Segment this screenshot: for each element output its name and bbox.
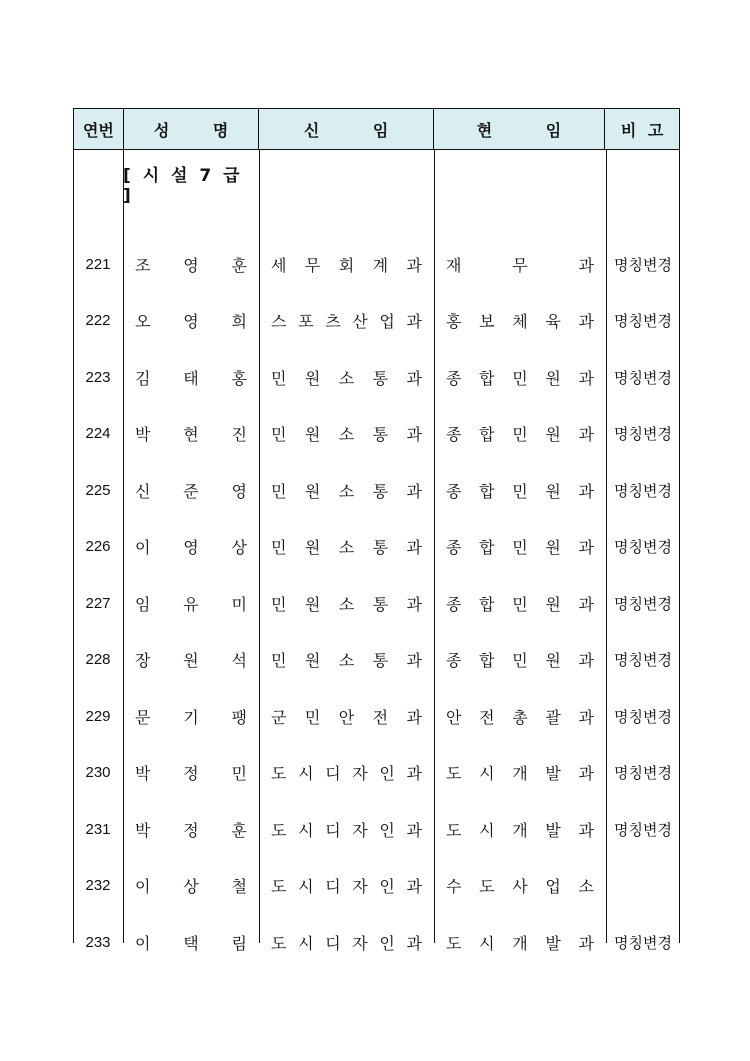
current-post <box>434 422 606 445</box>
current-post <box>434 592 606 615</box>
current-post-char: 육 <box>545 312 561 331</box>
person-name-char: 임 <box>135 594 151 614</box>
new-post-char: 과 <box>406 764 422 783</box>
new-post-char: 민 <box>304 707 321 727</box>
current-post <box>434 705 606 728</box>
current-post-char: 원 <box>545 368 561 388</box>
table-row <box>73 814 680 844</box>
header-current-post: 현 임 <box>434 109 605 149</box>
person-name <box>123 479 259 502</box>
new-post-char: 과 <box>406 651 422 670</box>
current-post-char: 과 <box>578 764 594 783</box>
person-name-char: 유 <box>183 594 199 614</box>
new-post-char: 원 <box>304 594 321 614</box>
new-post-char: 통 <box>372 594 389 614</box>
person-name <box>123 592 259 615</box>
new-post-char: 자 <box>352 933 368 953</box>
new-post-char: 민 <box>271 594 287 614</box>
person-name <box>123 705 259 728</box>
new-post <box>259 874 434 897</box>
row-number: 226 <box>85 538 111 555</box>
new-post <box>259 535 434 558</box>
current-post <box>434 479 606 502</box>
remarks: 명칭변경 <box>614 651 672 669</box>
table-row <box>73 871 680 901</box>
current-post-char: 수 <box>446 877 462 896</box>
new-post-char: 과 <box>406 312 422 331</box>
new-post-char: 시 <box>298 933 314 953</box>
person-name-char: 이 <box>135 538 151 557</box>
current-post-char: 원 <box>545 651 561 670</box>
new-post-char: 민 <box>271 538 287 557</box>
new-post-char: 계 <box>372 255 389 275</box>
person-name-char: 원 <box>183 651 199 670</box>
new-post-char: 자 <box>352 764 368 783</box>
new-post-char: 민 <box>271 481 287 501</box>
person-name-char: 오 <box>135 312 151 331</box>
current-post-char: 도 <box>479 877 495 896</box>
person-name <box>123 874 259 897</box>
current-post-char: 합 <box>479 368 495 388</box>
new-post-char: 업 <box>379 312 395 331</box>
row-number: 222 <box>85 312 111 329</box>
new-post-char: 민 <box>271 651 287 670</box>
new-post <box>259 818 434 841</box>
person-name-char: 영 <box>231 481 247 501</box>
new-post-char: 도 <box>271 820 287 840</box>
new-post-char: 과 <box>406 425 422 444</box>
row-number: 225 <box>85 481 111 499</box>
person-name-char: 홍 <box>231 368 247 388</box>
current-post-char: 홍 <box>446 312 462 331</box>
remarks: 명칭변경 <box>614 312 672 330</box>
person-name <box>123 366 259 389</box>
current-post-char: 종 <box>446 481 462 501</box>
new-post-char: 통 <box>372 538 389 557</box>
current-post-char: 발 <box>545 764 561 783</box>
new-post-char: 원 <box>304 425 321 444</box>
current-post <box>434 309 606 332</box>
person-name-char: 이 <box>135 877 151 896</box>
new-post-char: 민 <box>271 368 287 388</box>
new-post-char: 포 <box>298 312 314 331</box>
current-post-char: 과 <box>578 255 594 275</box>
current-post-char: 종 <box>446 651 462 670</box>
row-number: 233 <box>85 933 111 951</box>
current-post-char: 민 <box>512 368 528 388</box>
current-post-char: 과 <box>578 933 594 953</box>
row-number: 221 <box>85 255 111 273</box>
person-name-char: 미 <box>231 594 247 614</box>
current-post-char: 민 <box>512 538 528 557</box>
new-post-char: 원 <box>304 368 321 388</box>
table-row <box>73 249 680 279</box>
table-row <box>73 475 680 505</box>
current-post-char: 업 <box>545 877 561 896</box>
current-post-char: 총 <box>512 707 528 727</box>
current-post-char: 합 <box>479 481 495 501</box>
current-post-char: 민 <box>512 594 528 614</box>
personnel-table <box>73 108 680 953</box>
new-post-char: 인 <box>379 764 395 783</box>
person-name <box>123 818 259 841</box>
table-row <box>73 532 680 562</box>
current-post-char: 발 <box>545 933 561 953</box>
current-post-char: 시 <box>479 933 495 953</box>
new-post-char: 자 <box>352 877 368 896</box>
new-post <box>259 422 434 445</box>
current-post-char: 종 <box>446 368 462 388</box>
new-post-char: 인 <box>379 933 395 953</box>
current-post-char: 과 <box>578 594 594 614</box>
new-post <box>259 479 434 502</box>
new-post-char: 소 <box>338 538 355 557</box>
row-number: 230 <box>85 764 111 781</box>
person-name-char: 팽 <box>231 707 247 727</box>
person-name-char: 정 <box>183 820 199 840</box>
table-row <box>73 588 680 618</box>
current-post-char: 종 <box>446 538 462 557</box>
new-post-char: 통 <box>372 368 389 388</box>
new-post-char: 소 <box>338 481 355 501</box>
current-post <box>434 366 606 389</box>
current-post-char: 재 <box>446 255 462 275</box>
new-post-char: 과 <box>406 538 422 557</box>
person-name-char: 박 <box>135 820 151 840</box>
current-post-char: 과 <box>578 481 594 501</box>
new-post-char: 과 <box>406 481 422 501</box>
new-post-char: 과 <box>406 368 422 388</box>
person-name <box>123 648 259 671</box>
new-post <box>259 309 434 332</box>
new-post-char: 과 <box>406 707 422 727</box>
current-post-char: 종 <box>446 594 462 614</box>
person-name-char: 박 <box>135 425 151 444</box>
person-name-char: 조 <box>135 255 151 275</box>
person-name-char: 장 <box>135 651 151 670</box>
person-name-char: 박 <box>135 764 151 783</box>
current-post-char: 소 <box>578 877 594 896</box>
remarks: 명칭변경 <box>614 594 672 613</box>
new-post-char: 소 <box>338 368 355 388</box>
current-post-char: 민 <box>512 481 528 501</box>
current-post-char: 체 <box>512 312 528 331</box>
new-post-char: 산 <box>352 312 368 331</box>
current-post-char: 민 <box>512 651 528 670</box>
new-post-char: 시 <box>298 820 314 840</box>
table-body <box>73 150 680 953</box>
person-name-char: 진 <box>231 425 247 444</box>
current-post-char: 원 <box>545 594 561 614</box>
table-row <box>73 645 680 675</box>
current-post-char: 종 <box>446 425 462 444</box>
current-post-char: 개 <box>512 933 528 953</box>
person-name-char: 택 <box>183 933 199 953</box>
table-row <box>73 362 680 392</box>
new-post-char: 민 <box>271 425 287 444</box>
current-post-char: 과 <box>578 707 594 727</box>
person-name-char: 김 <box>135 368 151 388</box>
table-row <box>73 419 680 449</box>
person-name-char: 정 <box>183 764 199 783</box>
table-row <box>73 758 680 788</box>
new-post-char: 도 <box>271 933 287 953</box>
person-name-char: 문 <box>135 707 151 727</box>
new-post <box>259 648 434 671</box>
current-post <box>434 874 606 897</box>
new-post-char: 과 <box>406 877 422 896</box>
row-number: 223 <box>85 368 111 386</box>
person-name-char: 석 <box>231 651 247 670</box>
new-post-char: 도 <box>271 764 287 783</box>
row-number: 227 <box>85 594 111 612</box>
current-post-char: 과 <box>578 820 594 840</box>
remarks: 명칭변경 <box>614 820 672 839</box>
new-post-char: 통 <box>372 651 389 670</box>
person-name-char: 철 <box>231 877 247 896</box>
remarks: 명칭변경 <box>614 368 672 387</box>
row-number: 231 <box>85 820 111 838</box>
current-post-char: 과 <box>578 425 594 444</box>
remarks: 명칭변경 <box>614 481 672 500</box>
current-post-char: 합 <box>479 538 495 557</box>
new-post-char: 과 <box>406 933 422 953</box>
current-post-char: 발 <box>545 820 561 840</box>
new-post <box>259 592 434 615</box>
new-post-char: 과 <box>406 255 422 275</box>
current-post-char: 원 <box>545 425 561 444</box>
current-post-char: 시 <box>479 764 495 783</box>
person-name-char: 림 <box>231 933 247 953</box>
current-post-char: 과 <box>578 651 594 670</box>
new-post-char: 군 <box>271 707 287 727</box>
person-name-char: 영 <box>183 538 199 557</box>
new-post-char: 자 <box>352 820 368 840</box>
person-name-char: 희 <box>231 312 247 331</box>
new-post-char: 소 <box>338 651 355 670</box>
person-name-char: 이 <box>135 933 151 953</box>
group-label-text: [ 시 설 7 급 ] <box>123 165 243 206</box>
new-post-char: 과 <box>406 594 422 614</box>
header-no: 연번 <box>74 109 124 149</box>
person-name-char: 영 <box>183 312 199 331</box>
person-name-char: 준 <box>183 481 199 501</box>
person-name-char: 영 <box>183 255 199 275</box>
new-post-char: 츠 <box>325 312 341 331</box>
header-new-post: 신 임 <box>259 109 433 149</box>
current-post-char: 괄 <box>545 707 561 727</box>
row-number: 229 <box>85 707 111 725</box>
person-name-char: 상 <box>231 538 247 557</box>
current-post-char: 시 <box>479 820 495 840</box>
table-row <box>73 306 680 336</box>
header-name: 성 명 <box>124 109 260 149</box>
current-post <box>434 648 606 671</box>
current-post-char: 무 <box>512 255 528 275</box>
new-post <box>259 931 434 954</box>
person-name <box>123 931 259 954</box>
new-post-char: 디 <box>325 764 341 783</box>
new-post-char: 안 <box>338 707 355 727</box>
current-post <box>434 253 606 276</box>
new-post-char: 인 <box>379 820 395 840</box>
current-post <box>434 818 606 841</box>
row-number: 224 <box>85 425 111 442</box>
person-name <box>123 253 259 276</box>
person-name <box>123 309 259 332</box>
new-post-char: 통 <box>372 425 389 444</box>
current-post-char: 도 <box>446 820 462 840</box>
current-post-char: 과 <box>578 368 594 388</box>
person-name <box>123 535 259 558</box>
table-header <box>73 108 680 150</box>
new-post-char: 회 <box>338 255 355 275</box>
table-row <box>73 701 680 731</box>
person-name-char: 훈 <box>231 255 247 275</box>
new-post-char: 통 <box>372 481 389 501</box>
current-post-char: 개 <box>512 820 528 840</box>
current-post <box>434 535 606 558</box>
current-post-char: 전 <box>479 707 495 727</box>
person-name <box>123 761 259 784</box>
current-post-char: 민 <box>512 425 528 444</box>
new-post-char: 디 <box>325 933 341 953</box>
new-post-char: 세 <box>271 255 287 275</box>
new-post-char: 시 <box>298 764 314 783</box>
current-post-char: 안 <box>446 707 462 727</box>
new-post-char: 원 <box>304 481 321 501</box>
new-post-char: 전 <box>372 707 389 727</box>
row-number: 228 <box>85 651 111 668</box>
new-post <box>259 705 434 728</box>
current-post-char: 합 <box>479 651 495 670</box>
new-post-char: 원 <box>304 538 321 557</box>
current-post-char: 합 <box>479 594 495 614</box>
row-number: 232 <box>85 877 111 894</box>
person-name-char: 민 <box>231 764 247 783</box>
current-post <box>434 931 606 954</box>
new-post-char: 소 <box>338 425 355 444</box>
header-remarks: 비 고 <box>620 120 664 140</box>
current-post-char: 과 <box>578 312 594 331</box>
current-post-char: 개 <box>512 764 528 783</box>
current-post-char: 합 <box>479 425 495 444</box>
person-name-char: 태 <box>183 368 199 388</box>
new-post-char: 시 <box>298 877 314 896</box>
new-post-char: 무 <box>304 255 321 275</box>
person-name-char: 상 <box>183 877 199 896</box>
current-post-char: 원 <box>545 481 561 501</box>
person-name-char: 신 <box>135 481 151 501</box>
new-post-char: 스 <box>271 312 287 331</box>
person-name-char: 훈 <box>231 820 247 840</box>
new-post <box>259 761 434 784</box>
group-label <box>123 165 259 206</box>
current-post-char: 원 <box>545 538 561 557</box>
current-post-char: 사 <box>512 877 528 896</box>
new-post-char: 소 <box>338 594 355 614</box>
new-post-char: 인 <box>379 877 395 896</box>
remarks: 명칭변경 <box>614 425 672 443</box>
current-post-char: 도 <box>446 933 462 953</box>
new-post <box>259 366 434 389</box>
current-post-char: 보 <box>479 312 495 331</box>
person-name <box>123 422 259 445</box>
new-post-char: 원 <box>304 651 321 670</box>
current-post-char: 도 <box>446 764 462 783</box>
person-name-char: 현 <box>183 425 199 444</box>
current-post-char: 과 <box>578 538 594 557</box>
current-post <box>434 761 606 784</box>
new-post-char: 도 <box>271 877 287 896</box>
remarks: 명칭변경 <box>614 707 672 726</box>
new-post <box>259 253 434 276</box>
remarks: 명칭변경 <box>614 255 672 274</box>
remarks: 명칭변경 <box>614 538 672 556</box>
remarks: 명칭변경 <box>614 764 672 782</box>
remarks: 명칭변경 <box>614 933 672 952</box>
new-post-char: 디 <box>325 877 341 896</box>
person-name-char: 기 <box>183 707 199 727</box>
table-row <box>73 927 680 957</box>
new-post-char: 디 <box>325 820 341 840</box>
new-post-char: 과 <box>406 820 422 840</box>
